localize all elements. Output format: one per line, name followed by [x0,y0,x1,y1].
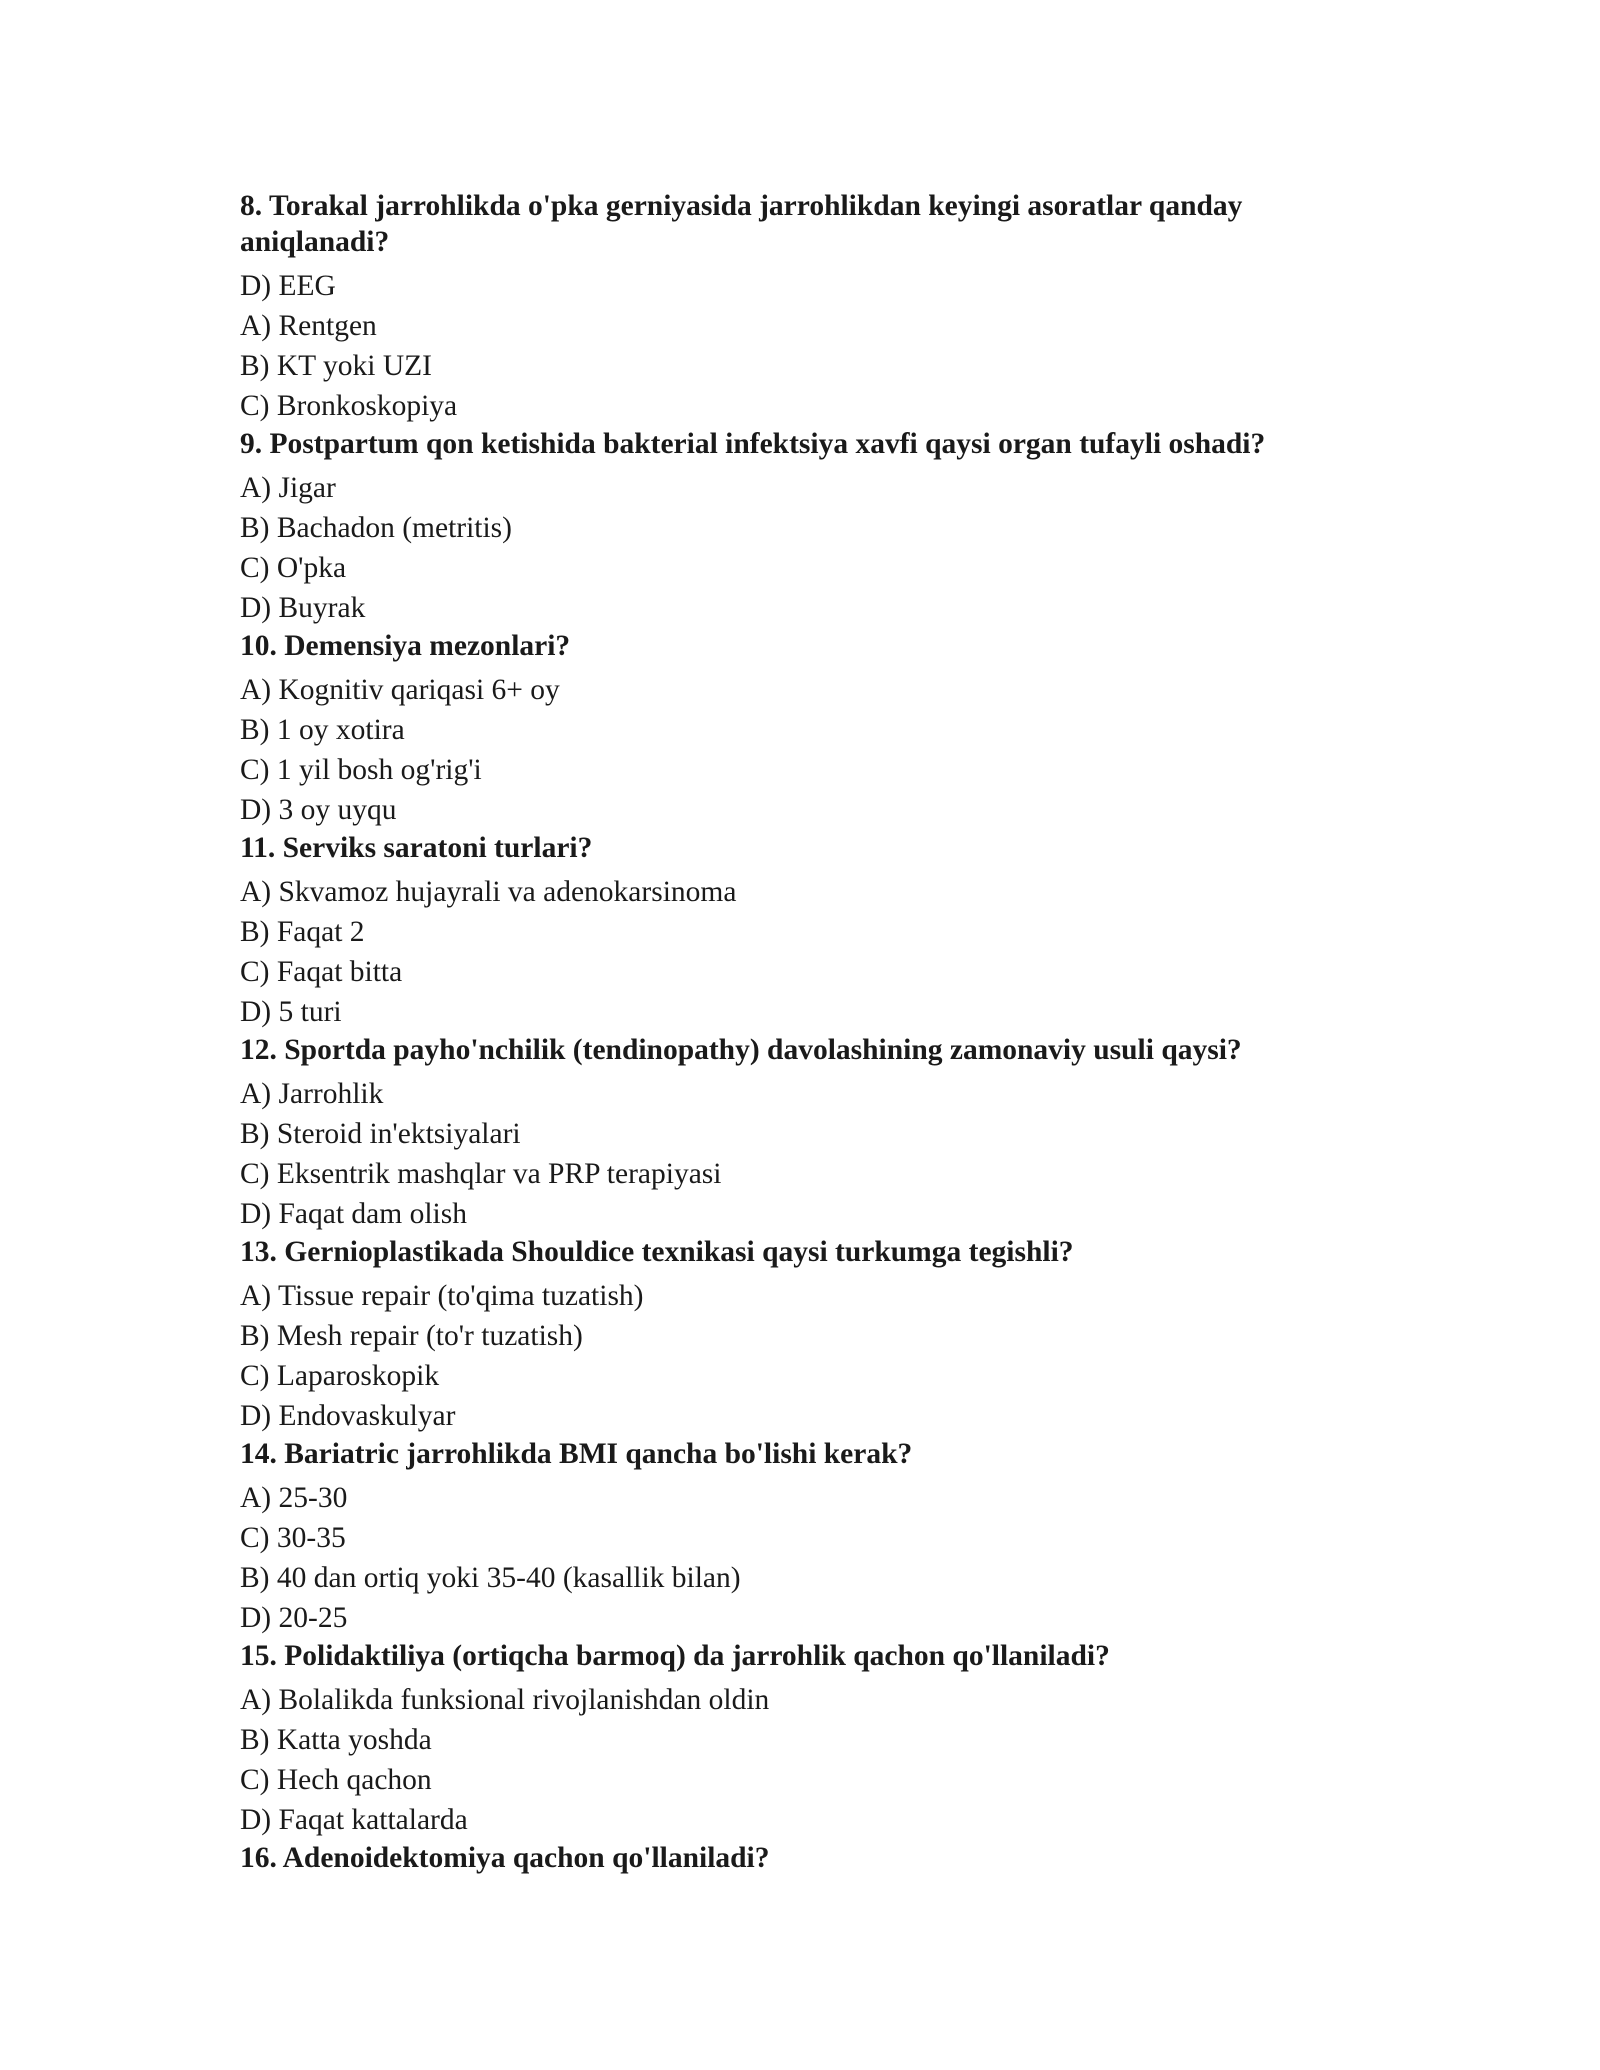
answer-option: B) Katta yoshda [240,1724,432,1756]
answer-option: A) Kognitiv qariqasi 6+ oy [240,674,560,706]
question-block [240,188,1390,426]
question-block [240,1638,1390,1840]
answer-option: A) Jarrohlik [240,1078,384,1110]
answer-option: B) 40 dan ortiq yoki 35-40 (kasallik bilan) [240,1562,741,1594]
question-text: 11. Serviks saratoni turlari? [240,832,593,864]
question-block [240,426,1390,628]
question-text: 16. Adenoidektomiya qachon qo'llaniladi? [240,1842,770,1874]
question-text: 9. Postpartum qon ketishida bakterial infektsiya xavfi qaysi organ tufayli oshadi? [240,428,1266,460]
answer-option: C) Laparoskopik [240,1360,440,1392]
question-text: 10. Demensiya mezonlari? [240,630,571,662]
answer-option: A) 25-30 [240,1482,348,1514]
answer-option: C) Faqat bitta [240,956,403,988]
answer-option: A) Jigar [240,472,336,504]
answer-option: B) KT yoki UZI [240,350,433,382]
question-text: 12. Sportda payho'nchilik (tendinopathy) davolashining zamonaviy usuli qaysi? [240,1034,1242,1066]
question-block [240,628,1390,830]
question-text: 8. Torakal jarrohlikda o'pka gerniyasida jarrohlikdan keyingi asoratlar qanday aniqlanadi? [240,190,1243,258]
answer-option: C) Eksentrik mashqlar va PRP terapiyasi [240,1158,722,1190]
answer-option: C) 1 yil bosh og'rig'i [240,754,482,786]
answer-option: D) Faqat dam olish [240,1198,467,1230]
answer-option: C) O'pka [240,552,347,584]
answer-option: D) 5 turi [240,996,342,1028]
question-text: 14. Bariatric jarrohlikda BMI qancha bo'lishi kerak? [240,1438,913,1470]
question-block [240,1234,1390,1436]
question-block [240,1840,1390,1876]
question-text: 15. Polidaktiliya (ortiqcha barmoq) da jarrohlik qachon qo'llaniladi? [240,1640,1110,1672]
answer-option: A) Bolalikda funksional rivojlanishdan oldin [240,1684,770,1716]
answer-option: C) Bronkoskopiya [240,390,458,422]
answer-option: D) EEG [240,270,336,302]
answer-option: B) Faqat 2 [240,916,365,948]
answer-option: A) Rentgen [240,310,377,342]
question-block [240,830,1390,1032]
question-block [240,1032,1390,1234]
answer-option: A) Skvamoz hujayrali va adenokarsinoma [240,876,737,908]
answer-option: B) Mesh repair (to'r tuzatish) [240,1320,583,1352]
answer-option: C) 30-35 [240,1522,346,1554]
answer-option: A) Tissue repair (to'qima tuzatish) [240,1280,644,1312]
document-page [240,188,1390,1882]
answer-option: B) Steroid in'ektsiyalari [240,1118,521,1150]
answer-option: D) 20-25 [240,1602,348,1634]
answer-option: B) Bachadon (metritis) [240,512,512,544]
answer-option: D) Faqat kattalarda [240,1804,468,1836]
answer-option: C) Hech qachon [240,1764,432,1796]
question-text: 13. Gernioplastikada Shouldice texnikasi qaysi turkumga tegishli? [240,1236,1074,1268]
answer-option: B) 1 oy xotira [240,714,405,746]
answer-option: D) Buyrak [240,592,366,624]
question-list [240,188,1390,1876]
answer-option: D) 3 oy uyqu [240,794,397,826]
answer-option: D) Endovaskulyar [240,1400,456,1432]
question-block [240,1436,1390,1638]
